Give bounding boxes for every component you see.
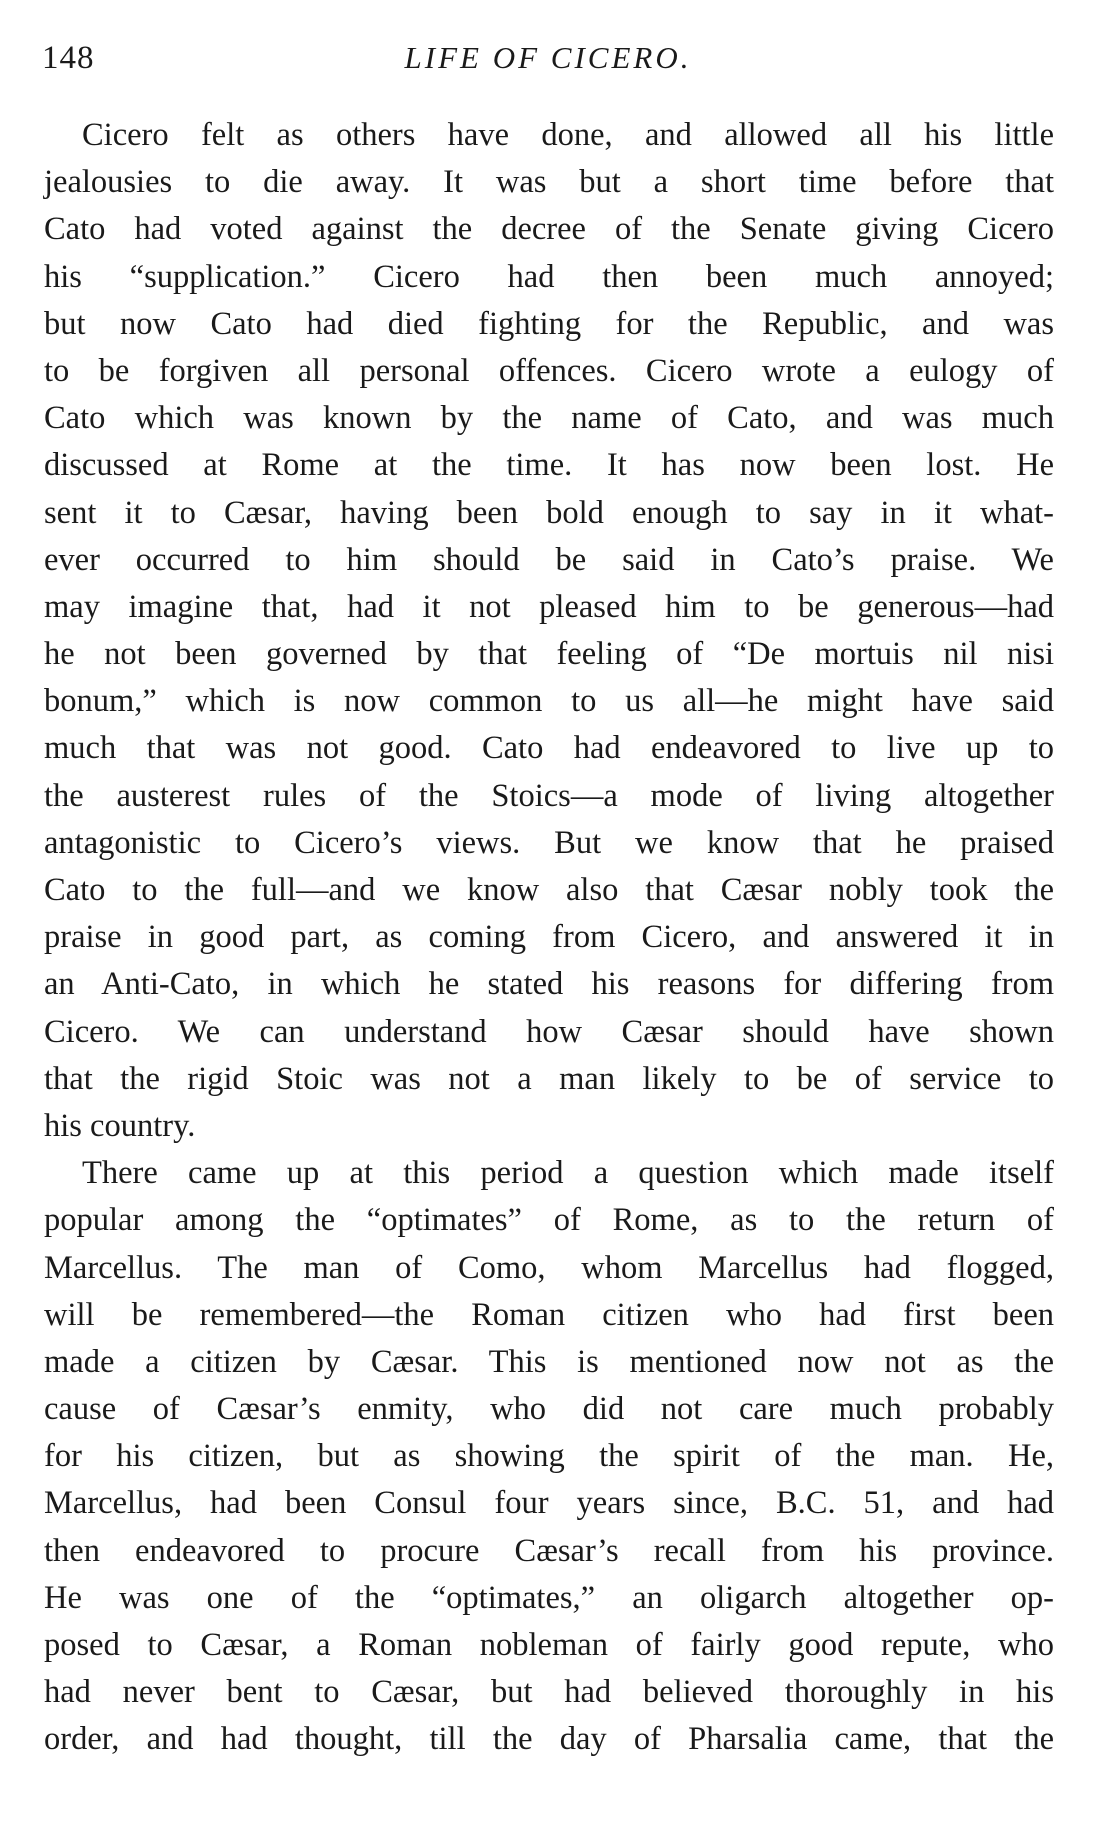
paragraph-2 — [44, 1150, 1054, 1763]
text-line: his “supplication.” Cicero had then been much annoyed; — [44, 258, 1054, 295]
text-line: bonum,” which is now common to us all—he might have said — [44, 683, 1054, 720]
text-line: He was one of the “optimates,” an oligarch altogether op- — [44, 1579, 1054, 1616]
text-line: popular among the “optimates” of Rome, as to the return of — [44, 1202, 1054, 1239]
body-text — [44, 112, 1054, 1764]
text-line: Cicero. We can understand how Cæsar should have shown — [44, 1013, 1054, 1050]
paragraph-1 — [44, 112, 1054, 1150]
text-line: for his citizen, but as showing the spirit of the man. He, — [44, 1438, 1054, 1475]
text-line: praise in good part, as coming from Cicero, and answered it in — [44, 919, 1054, 956]
text-line: order, and had thought, till the day of Pharsalia came, that the — [44, 1721, 1054, 1758]
text-line: will be remembered—the Roman citizen who had first been — [44, 1296, 1054, 1333]
text-line: then endeavored to procure Cæsar’s recall from his province. — [44, 1532, 1054, 1569]
text-line: but now Cato had died fighting for the Republic, and was — [44, 305, 1054, 342]
text-line: the austerest rules of the Stoics—a mode of living altogether — [44, 777, 1054, 814]
text-line: There came up at this period a question which made itself — [82, 1155, 1054, 1192]
text-line: Cato had voted against the decree of the Senate giving Cicero — [44, 211, 1054, 248]
running-head — [42, 40, 1054, 84]
text-line: cause of Cæsar’s enmity, who did not care much probably — [44, 1391, 1054, 1428]
text-line: to be forgiven all personal offences. Cicero wrote a eulogy of — [44, 352, 1054, 389]
text-line: Marcellus, had been Consul four years since, B.C. 51, and had — [44, 1485, 1054, 1522]
text-line: that the rigid Stoic was not a man likely to be of service to — [44, 1060, 1054, 1097]
text-line: Cato to the full—and we know also that Cæsar nobly took the — [44, 872, 1054, 908]
text-line: an Anti-Cato, in which he stated his reasons for differing from — [44, 966, 1054, 1003]
text-line: much that was not good. Cato had endeavored to live up to — [44, 730, 1054, 767]
text-line: he not been governed by that feeling of “De mortuis nil nisi — [44, 636, 1054, 673]
text-line: his country. — [44, 1107, 196, 1144]
text-line: Cato which was known by the name of Cato, and was much — [44, 400, 1054, 437]
text-line: discussed at Rome at the time. It has now been lost. He — [44, 447, 1054, 484]
text-line: ever occurred to him should be said in Cato’s praise. We — [44, 541, 1054, 578]
running-title: LIFE OF CICERO. — [404, 40, 692, 75]
text-line: had never bent to Cæsar, but had believed thoroughly in his — [44, 1674, 1054, 1711]
text-line: antagonistic to Cicero’s views. But we know that he praised — [44, 824, 1054, 861]
text-line: sent it to Cæsar, having been bold enough to say in it what- — [44, 494, 1054, 531]
text-line: posed to Cæsar, a Roman nobleman of fairly good repute, who — [44, 1627, 1054, 1663]
page-number: 148 — [42, 40, 95, 76]
text-line: Marcellus. The man of Como, whom Marcellus had flogged, — [44, 1249, 1054, 1286]
text-line: Cicero felt as others have done, and allowed all his little — [82, 117, 1054, 153]
text-line: may imagine that, had it not pleased him to be generous—had — [44, 588, 1054, 625]
text-line: made a citizen by Cæsar. This is mentioned now not as the — [44, 1343, 1054, 1380]
text-line: jealousies to die away. It was but a short time before that — [44, 164, 1054, 201]
